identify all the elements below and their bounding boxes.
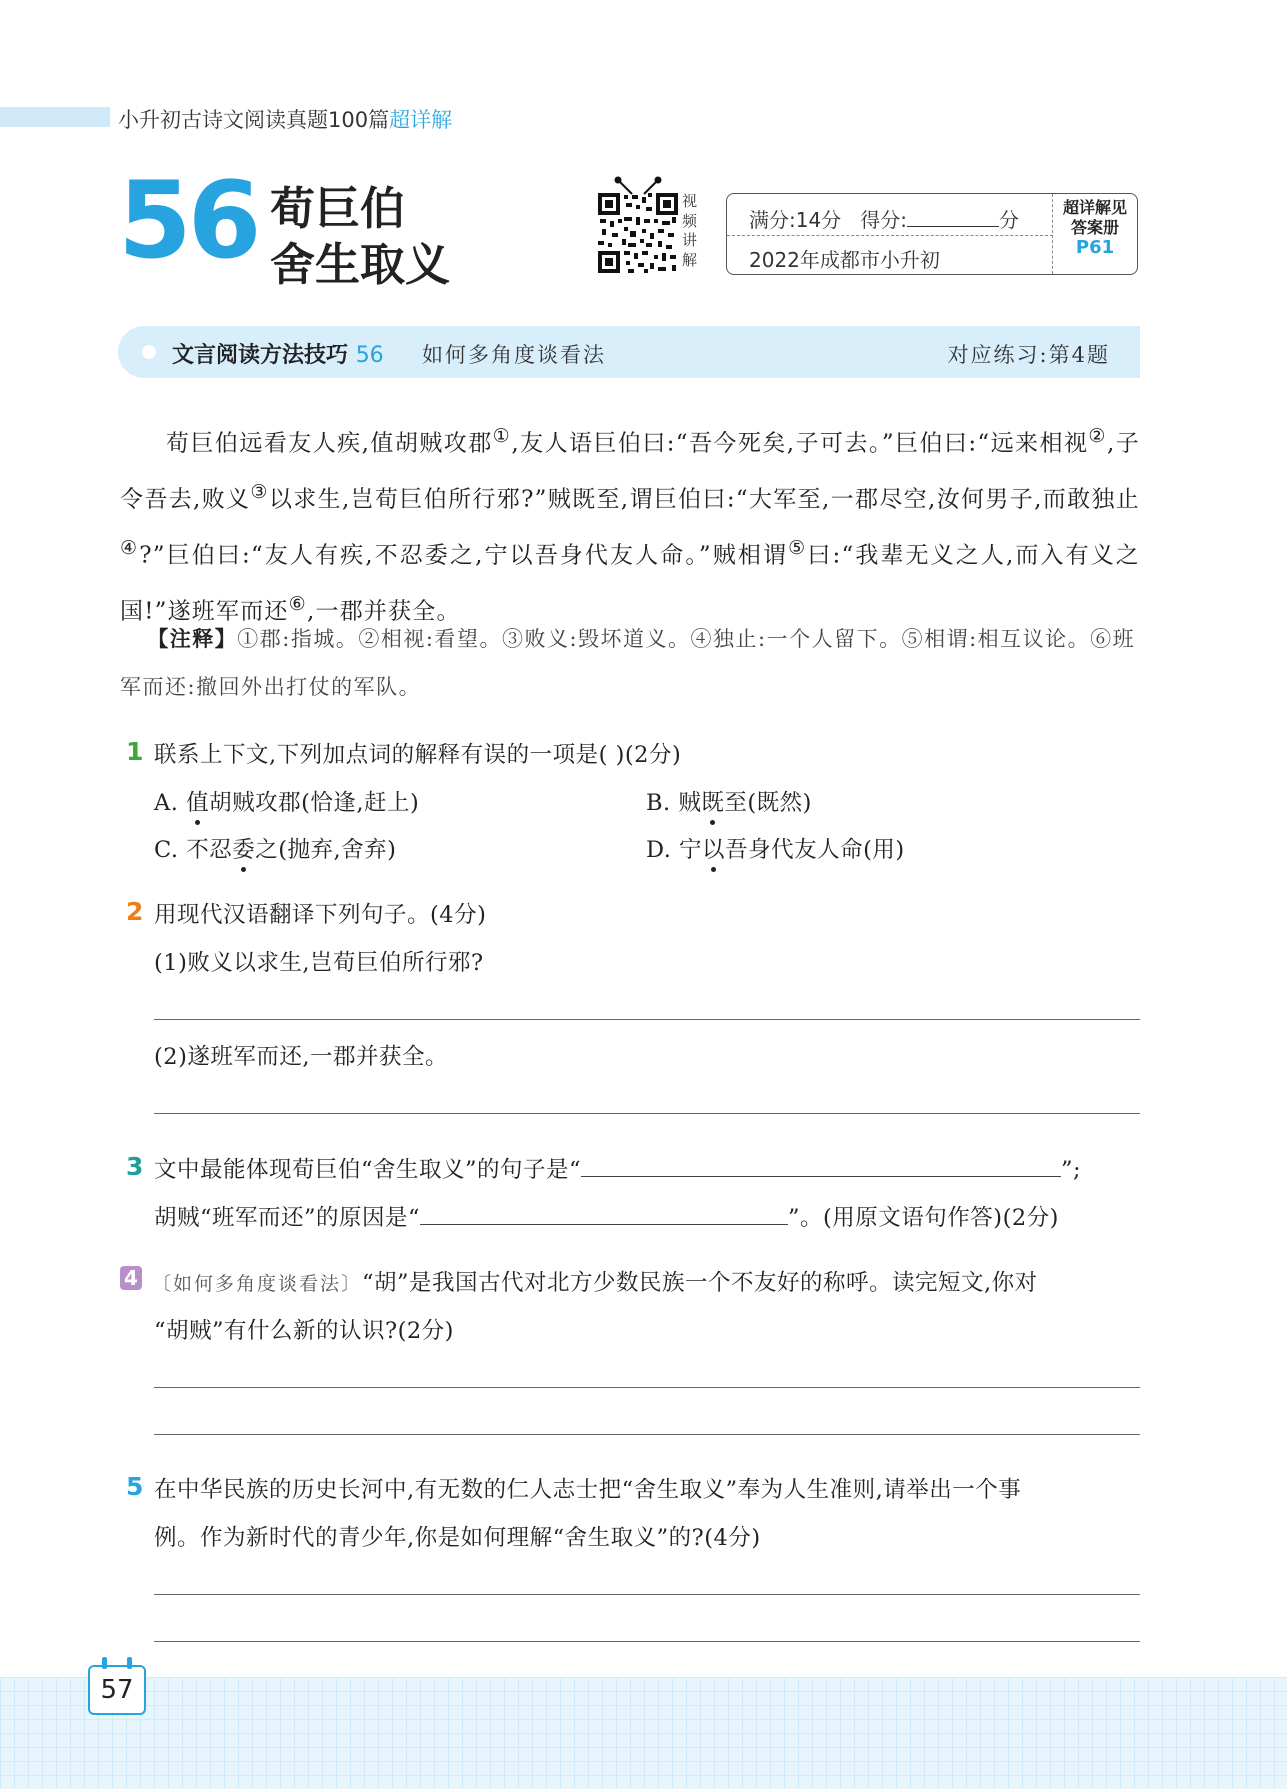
option-text: 吾身代友人命(用) <box>725 837 905 863</box>
question-5-line1: 在中华民族的历史长河中,有无数的仁人志士把“舍生取义”奉为人生准则,请举出一个事 <box>154 1477 1022 1503</box>
question-2-stem: 用现代汉语翻译下列句子。(4分) <box>154 902 487 928</box>
question-3-line1 <box>154 1152 1081 1184</box>
dotted-word: 以 <box>702 837 726 863</box>
question-4-line2: “胡贼”有什么新的认识?(2分) <box>154 1318 454 1344</box>
answer-line[interactable] <box>154 1019 1140 1020</box>
question-4-line1 <box>152 1265 1038 1297</box>
answer-reference <box>1053 198 1137 258</box>
question-2-sub2: (2)遂班军而还,一郡并获全。 <box>154 1044 449 1070</box>
question-3-line2 <box>154 1200 1059 1232</box>
footnote-marker: ① <box>492 424 512 447</box>
answer-line[interactable] <box>154 1594 1140 1595</box>
lesson-title-line1: 荀巨伯 <box>270 182 406 235</box>
q1-option-b[interactable] <box>646 785 812 817</box>
option-text: C. 不忍 <box>154 837 233 863</box>
answer-line[interactable] <box>154 1113 1140 1114</box>
method-tag: 〔如何多角度谈看法〕 <box>152 1273 363 1295</box>
full-score: 满分:14分 <box>749 208 842 232</box>
fill-blank[interactable] <box>420 1204 788 1225</box>
footnote-marker: ③ <box>250 480 269 504</box>
annotations-text: ①郡:指城。②相视:看望。③败义:毁坏道义。④独止:一个人留下。⑤相谓:相互议论。⑥班军而还:撤回外出打仗的军队。 <box>120 627 1136 699</box>
qr-code-icon[interactable] <box>598 193 678 273</box>
question-2-sub1: (1)败义以求生,岂荀巨伯所行邪? <box>154 950 484 976</box>
footnote-marker: ⑥ <box>288 592 307 616</box>
q1-option-d[interactable] <box>646 832 905 864</box>
option-text: A. <box>154 790 187 816</box>
dotted-word: 值 <box>186 790 210 816</box>
footnote-marker: ⑤ <box>788 536 808 560</box>
score-label: 得分: <box>860 208 908 232</box>
lesson-title-line2: 舍生取义 <box>270 238 451 291</box>
passage-text: ,一郡并获全。 <box>306 599 461 626</box>
score-unit: 分 <box>999 208 1020 232</box>
question-text: 胡贼“班军而还”的原因是“ <box>154 1205 421 1231</box>
lesson-number: 56 <box>118 159 258 282</box>
annotations <box>120 615 1140 711</box>
method-bar <box>118 326 1140 378</box>
qr-label-char: 频 <box>682 211 698 230</box>
answer-line[interactable] <box>154 1434 1140 1435</box>
passage-text: 以求生,岂荀巨伯所行邪?”贼既至,谓巨伯曰:“大军至,一郡尽空,汝何男子,而敢独止 <box>268 486 1141 513</box>
method-label-text: 文言阅读方法技巧 <box>172 343 349 368</box>
option-text: D. 宁 <box>646 837 703 863</box>
qr-antenna-decoration <box>612 176 664 196</box>
passage-text: 荀巨伯远看友人疾,值胡贼攻郡 <box>166 430 493 457</box>
fill-blank[interactable] <box>581 1156 1061 1177</box>
classical-passage <box>120 412 1140 637</box>
answer-line[interactable] <box>154 1387 1140 1388</box>
question-text: ”。(用原文语句作答)(2分) <box>788 1205 1059 1231</box>
footnote-marker: ② <box>1088 424 1108 447</box>
answer-ref-line2: 答案册 <box>1070 218 1119 237</box>
q1-option-a[interactable] <box>154 785 419 817</box>
qr-label <box>682 192 700 270</box>
method-topic: 如何多角度谈看法 <box>422 343 606 367</box>
answer-ref-line1: 超详解见 <box>1062 198 1127 217</box>
passage-paragraph <box>120 412 1140 637</box>
question-text: 文中最能体现荀巨伯“舍生取义”的句子是“ <box>154 1157 582 1183</box>
option-text: B. 贼 <box>646 790 702 816</box>
method-number: 56 <box>355 343 384 368</box>
question-number-1: 1 <box>126 737 144 766</box>
qr-label-char: 视 <box>682 192 698 210</box>
answer-line[interactable] <box>154 1641 1140 1642</box>
q1-option-c[interactable] <box>154 832 396 864</box>
question-text: “胡”是我国古代对北方少数民族一个不友好的称呼。读完短文,你对 <box>362 1270 1038 1296</box>
passage-text: ,子令吾去,败义 <box>120 430 1141 513</box>
question-number-3: 3 <box>126 1152 144 1181</box>
question-1-stem: 联系上下文,下列加点词的解释有误的一项是( )(2分) <box>154 742 682 768</box>
dotted-word: 委 <box>232 837 256 863</box>
question-number-4: 4 <box>120 1266 142 1290</box>
question-number-2: 2 <box>126 897 144 926</box>
qr-label-char: 讲 <box>682 231 698 249</box>
book-title-text: 小升初古诗文阅读真题100篇 <box>118 108 390 132</box>
passage-text: 曰:“我辈无义之人,而入有义之国!”遂班军而还 <box>120 542 1140 626</box>
passage-text: ,友人语巨伯曰:“吾今死矣,子可去。”巨伯曰:“远来相视 <box>511 430 1089 457</box>
score-divider <box>727 235 1053 236</box>
option-text: 至(既然) <box>724 790 812 816</box>
passage-text: ?”巨伯曰:“友人有疾,不忍委之,宁以吾身代友人命。”贼相谓 <box>139 542 789 569</box>
option-text: 之(抛弃,舍弃) <box>255 837 397 863</box>
score-box <box>726 193 1138 275</box>
score-row <box>749 204 1019 233</box>
header-accent-strip <box>0 107 110 127</box>
method-reference: 对应练习:第4题 <box>947 343 1110 367</box>
annotations-label: 【注释】 <box>147 627 238 651</box>
question-number-5: 5 <box>126 1472 144 1501</box>
score-input[interactable] <box>907 208 999 227</box>
dotted-word: 既 <box>701 790 725 816</box>
question-text: ”; <box>1061 1157 1082 1183</box>
bullet-dot-icon <box>142 345 156 359</box>
method-label <box>172 338 384 369</box>
footnote-marker: ④ <box>120 536 140 560</box>
option-text: 胡贼攻郡(恰逢,赶上) <box>209 790 420 816</box>
calendar-page-icon <box>88 1665 146 1715</box>
qr-label-char: 解 <box>682 250 698 269</box>
book-title <box>118 104 452 134</box>
answer-ref-page: P61 <box>1075 237 1115 258</box>
question-5-line2: 例。作为新时代的青少年,你是如何理解“舍生取义”的?(4分) <box>154 1525 761 1551</box>
book-title-highlight: 超详解 <box>389 108 453 132</box>
exam-source: 2022年成都市小升初 <box>749 248 940 272</box>
page-number: 57 <box>100 1675 134 1705</box>
footer-grid-background <box>0 1677 1287 1789</box>
